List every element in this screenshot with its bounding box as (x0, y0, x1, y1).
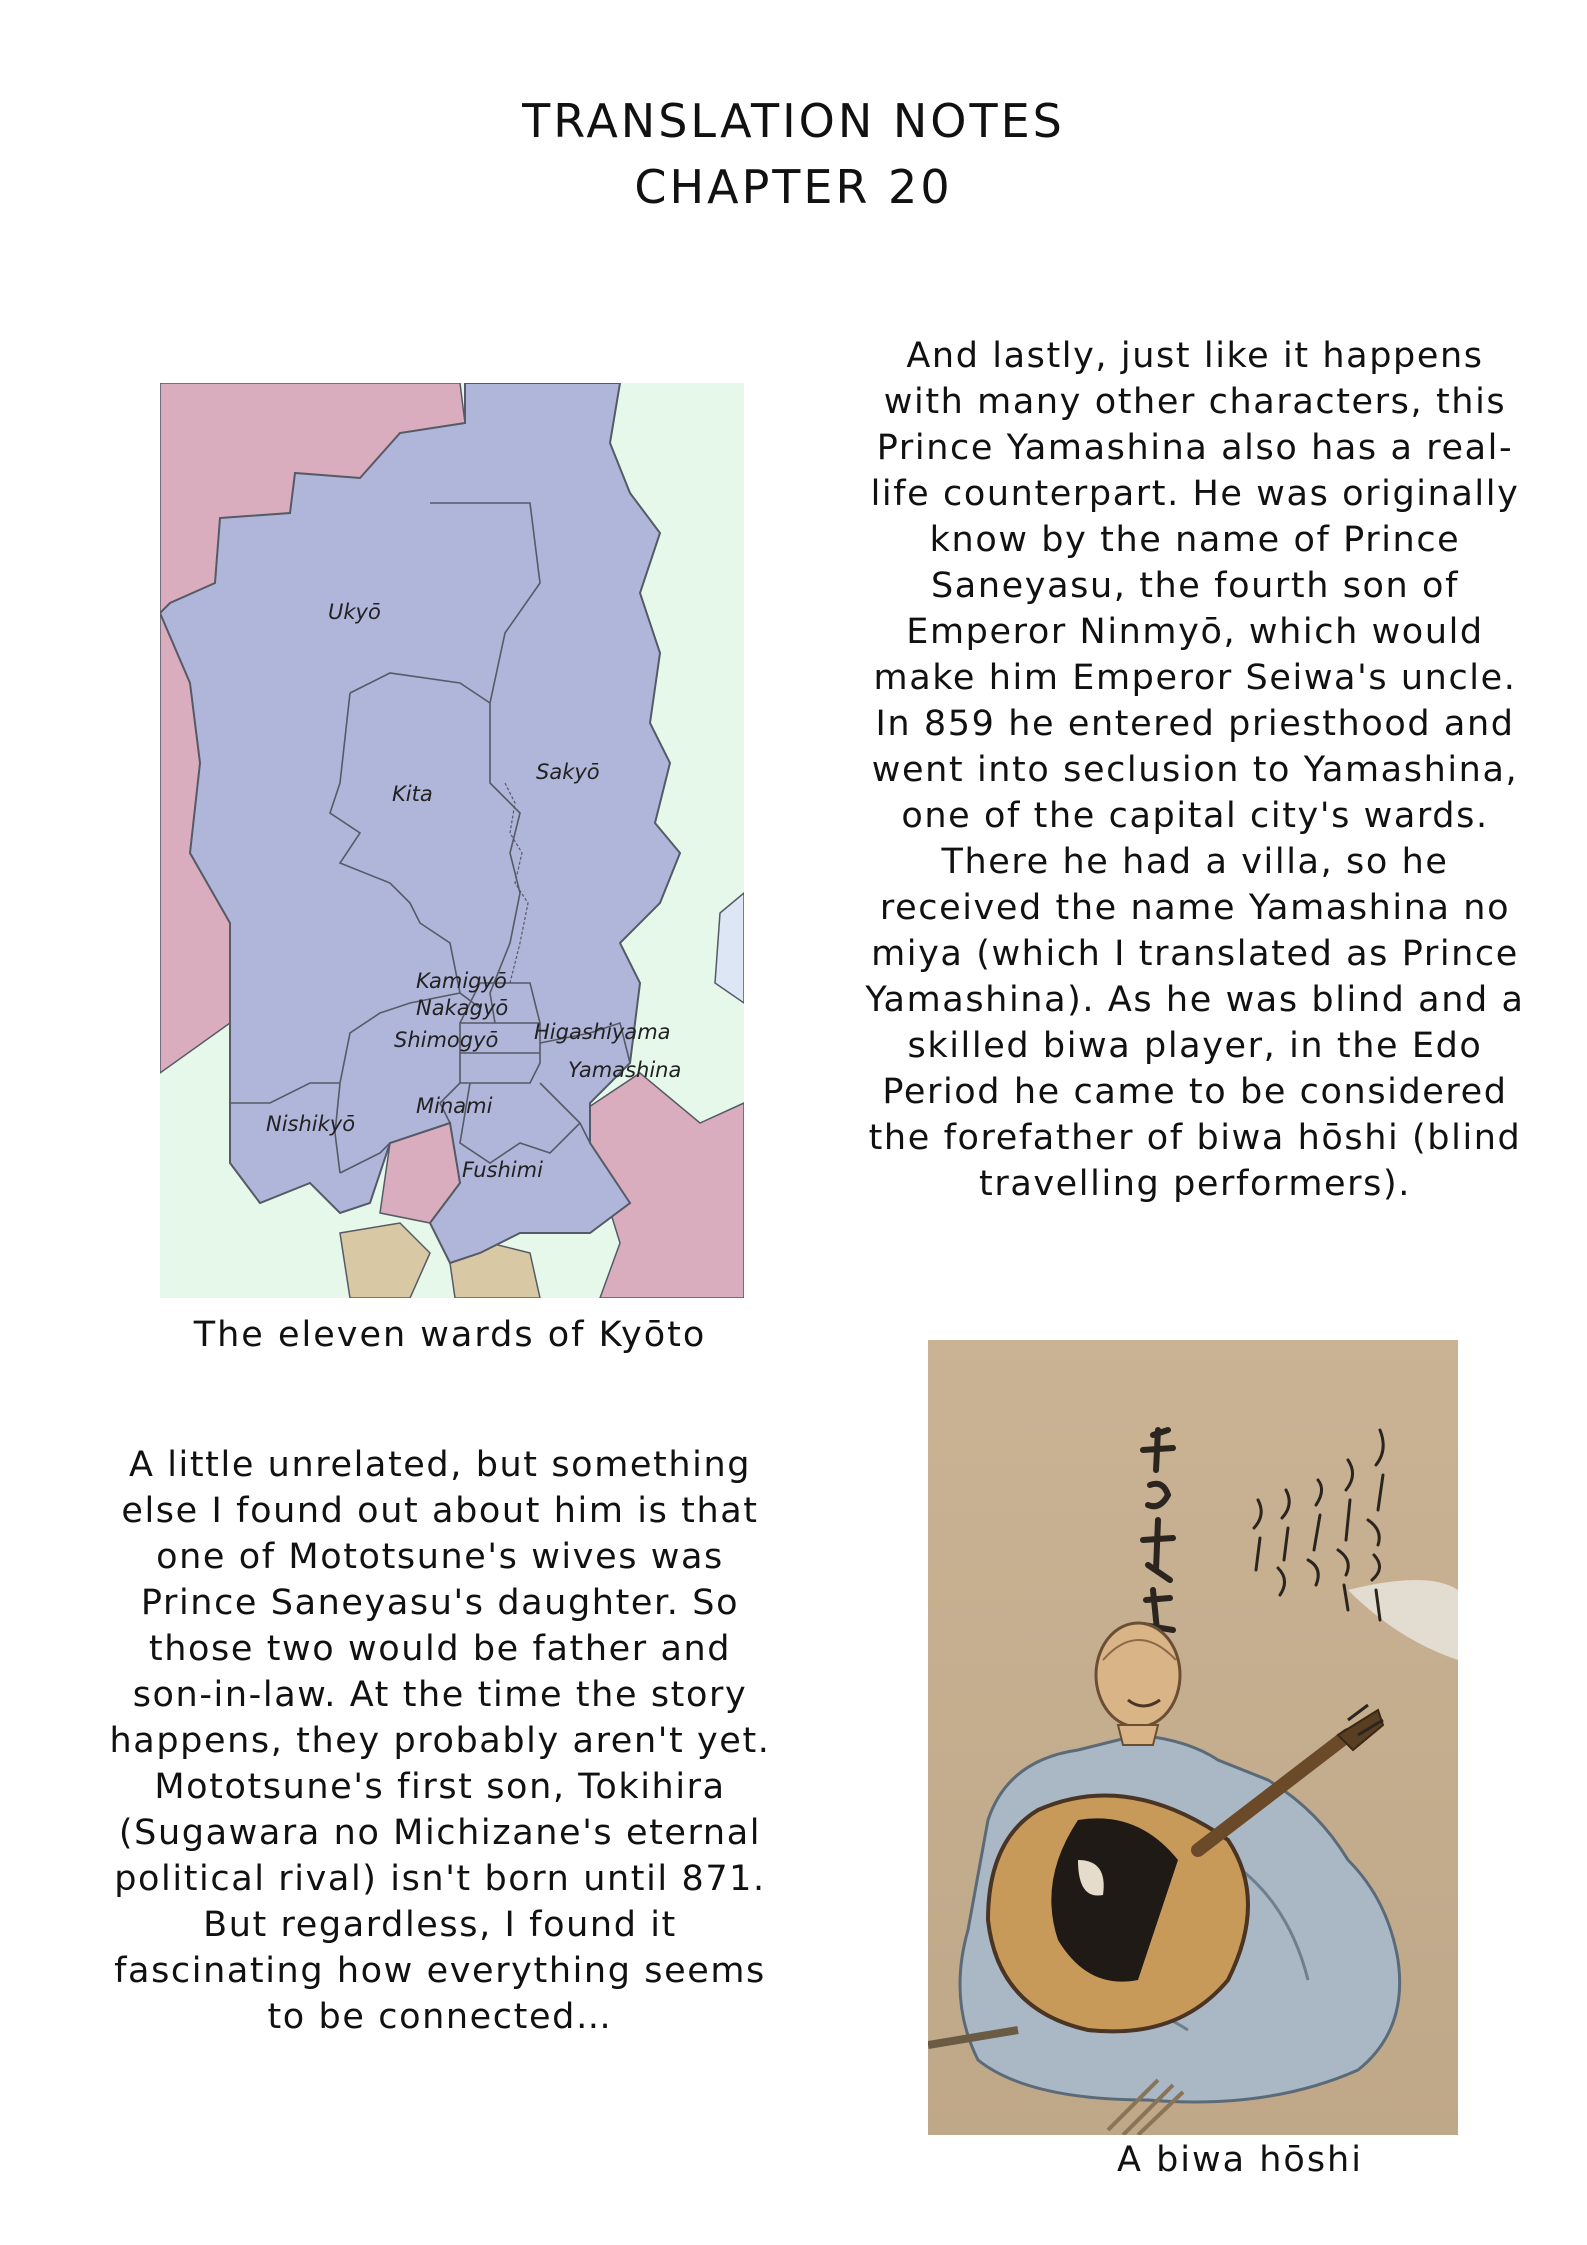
paragraph-line: those two would be father and (148, 1629, 732, 1669)
paragraph-line: received the name Yamashina no (879, 888, 1511, 928)
ward-label-ukyo: Ukyō (328, 600, 381, 624)
paragraph-line: Period he came to be considered (882, 1072, 1508, 1112)
ward-label-kita: Kita (392, 782, 433, 806)
page-title (0, 88, 1587, 220)
paragraph-line: Prince Yamashina also has a real- (876, 428, 1514, 468)
paragraph-line: went into seclusion to Yamashina, (871, 750, 1519, 790)
paragraph-line: There he had a villa, so he (941, 842, 1449, 882)
paragraph-line: Mototsune's first son, Tokihira (154, 1767, 726, 1807)
ward-label-shimogyo: Shimogyō (394, 1028, 499, 1052)
biwa-caption: A biwa hōshi (1117, 2140, 1363, 2180)
biwa-hoshi-illustration (928, 1340, 1458, 2135)
paragraph-line: Yamashina). As he was blind and a (865, 980, 1525, 1020)
paragraph-line: one of the capital city's wards. (901, 796, 1489, 836)
paragraph-line: fascinating how everything seems (114, 1951, 766, 1991)
paragraph-line: Saneyasu, the fourth son of (930, 566, 1459, 606)
ward-label-minami: Minami (416, 1094, 493, 1118)
paragraph-line: know by the name of Prince (929, 520, 1461, 560)
paragraph-line: Prince Saneyasu's daughter. So (140, 1583, 740, 1623)
ward-label-nishikyo: Nishikyō (266, 1112, 356, 1136)
kyoto-wards-map (160, 383, 744, 1298)
paragraph-line: (Sugawara no Michizane's eternal (118, 1813, 762, 1853)
map-svg (160, 383, 744, 1298)
paragraph-right (835, 333, 1555, 1207)
paragraph-line: to be connected… (267, 1997, 613, 2037)
ward-label-yamashina: Yamashina (568, 1058, 682, 1082)
paragraph-line: And lastly, just like it happens (906, 336, 1484, 376)
paragraph-left (80, 1442, 800, 2040)
paragraph-line: In 859 he entered priesthood and (875, 704, 1515, 744)
title-line: TRANSLATION NOTES (522, 94, 1065, 148)
paragraph-line: the forefather of biwa hōshi (blind (868, 1118, 1522, 1158)
ward-label-fushimi: Fushimi (462, 1158, 543, 1182)
paragraph-line: skilled biwa player, in the Edo (907, 1026, 1483, 1066)
paragraph-line: miya (which I translated as Prince (871, 934, 1519, 974)
paragraph-line: happens, they probably aren't yet. (109, 1721, 771, 1761)
subtitle-line: CHAPTER 20 (634, 160, 953, 214)
paragraph-line: one of Mototsune's wives was (156, 1537, 724, 1577)
ward-label-higashiyama: Higashiyama (534, 1020, 671, 1044)
ward-label-kamigyo: Kamigyō (416, 969, 507, 993)
paragraph-line: make him Emperor Seiwa's uncle. (873, 658, 1517, 698)
paragraph-line: Emperor Ninmyō, which would (906, 612, 1484, 652)
paragraph-line: A little unrelated, but something (128, 1445, 752, 1485)
biwa-svg (928, 1340, 1458, 2135)
paragraph-line: political rival) isn't born until 871. (114, 1859, 766, 1899)
paragraph-line: life counterpart. He was originally (870, 474, 1520, 514)
paragraph-line: But regardless, I found it (203, 1905, 677, 1945)
ward-label-nakagyo: Nakagyō (416, 996, 509, 1020)
ward-label-sakyo: Sakyō (536, 760, 600, 784)
paragraph-line: son-in-law. At the time the story (132, 1675, 748, 1715)
map-caption: The eleven wards of Kyōto (193, 1315, 707, 1355)
paragraph-line: with many other characters, this (883, 382, 1507, 422)
paragraph-line: travelling performers). (979, 1164, 1411, 1204)
paragraph-line: else I found out about him is that (121, 1491, 759, 1531)
